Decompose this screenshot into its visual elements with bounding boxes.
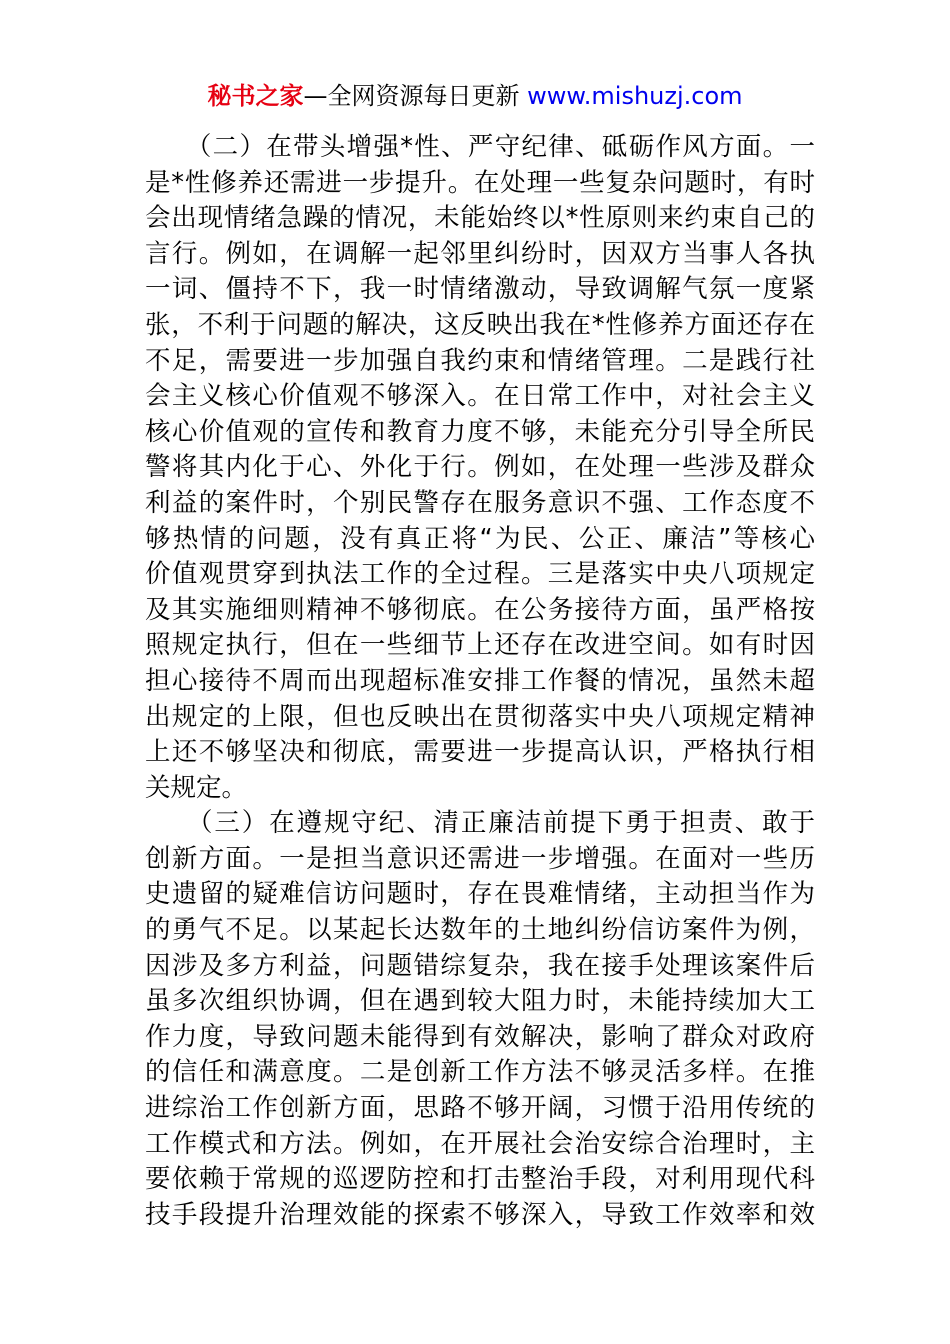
- text-line: 是*性修养还需进一步提升。在处理一些复杂问题时，有时: [145, 167, 815, 198]
- text-line: 工作模式和方法。例如，在开展社会治安综合治理时，主: [145, 1128, 815, 1159]
- text-line: 关规定。: [145, 772, 248, 803]
- text-line: 虽多次组织协调，但在遇到较大阻力时，未能持续加大工: [145, 986, 815, 1017]
- text-line: 一词、僵持不下，我一时情绪激动，导致调解气氛一度紧: [145, 274, 815, 305]
- text-line: 价值观贯穿到执法工作的全过程。三是落实中央八项规定: [145, 559, 815, 590]
- text-line: 作力度，导致问题未能得到有效解决，影响了群众对政府: [145, 1021, 815, 1052]
- text-line: 利益的案件时，个别民警存在服务意识不强、工作态度不: [145, 487, 815, 518]
- text-line: 不足，需要进一步加强自我约束和情绪管理。二是践行社: [145, 345, 815, 376]
- text-line: 技手段提升治理效能的探索不够深入，导致工作效率和效: [145, 1199, 815, 1230]
- text-line: 会主义核心价值观不够深入。在日常工作中，对社会主义: [145, 381, 815, 412]
- text-line: 的信任和满意度。二是创新工作方法不够灵活多样。在推: [145, 1057, 815, 1088]
- text-line: 上还不够坚决和彻底，需要进一步提高认识，严格执行相: [145, 737, 815, 768]
- text-line: 要依赖于常规的巡逻防控和打击整治手段，对利用现代科: [145, 1164, 815, 1195]
- text-line: 会出现情绪急躁的情况，未能始终以*性原则来约束自己的: [145, 203, 815, 234]
- text-line: （二）在带头增强*性、严守纪律、砥砺作风方面。一: [145, 132, 815, 162]
- text-line: 及其实施细则精神不够彻底。在公务接待方面，虽严格按: [145, 594, 815, 625]
- text-line: 核心价值观的宣传和教育力度不够，未能充分引导全所民: [145, 416, 815, 447]
- text-line: 因涉及多方利益，问题错综复杂，我在接手处理该案件后: [145, 950, 815, 981]
- text-line: 言行。例如，在调解一起邻里纠纷时，因双方当事人各执: [145, 238, 815, 269]
- text-line: 创新方面。一是担当意识还需进一步增强。在面对一些历: [145, 843, 815, 874]
- text-line: 担心接待不周而出现超标准安排工作餐的情况，虽然未超: [145, 665, 815, 696]
- document-body: [145, 130, 815, 1233]
- text-line: 警将其内化于心、外化于行。例如，在处理一些涉及群众: [145, 452, 815, 483]
- text-line: 史遗留的疑难信访问题时，存在畏难情绪，主动担当作为: [145, 879, 815, 910]
- site-url-link[interactable]: www.mishuzj.com: [527, 82, 743, 110]
- site-brand: 秘书之家: [207, 82, 304, 110]
- text-line: 进综治工作创新方面，思路不够开阔，习惯于沿用传统的: [145, 1093, 815, 1124]
- header-dash: —: [303, 82, 328, 110]
- text-line: 张，不利于问题的解决，这反映出我在*性修养方面还存在: [145, 309, 815, 340]
- text-line: 够热情的问题，没有真正将“为民、公正、廉洁”等核心: [145, 523, 815, 554]
- text-line: （三）在遵规守纪、清正廉洁前提下勇于担责、敢于: [145, 808, 815, 839]
- site-slogan: 全网资源每日更新: [327, 82, 520, 110]
- text-line: 的勇气不足。以某起长达数年的土地纠纷信访案件为例，: [145, 915, 815, 946]
- text-line: 照规定执行，但在一些细节上还存在改进空间。如有时因: [145, 630, 815, 661]
- text-line: 出规定的上限，但也反映出在贯彻落实中央八项规定精神: [145, 701, 815, 732]
- site-header: [0, 80, 950, 112]
